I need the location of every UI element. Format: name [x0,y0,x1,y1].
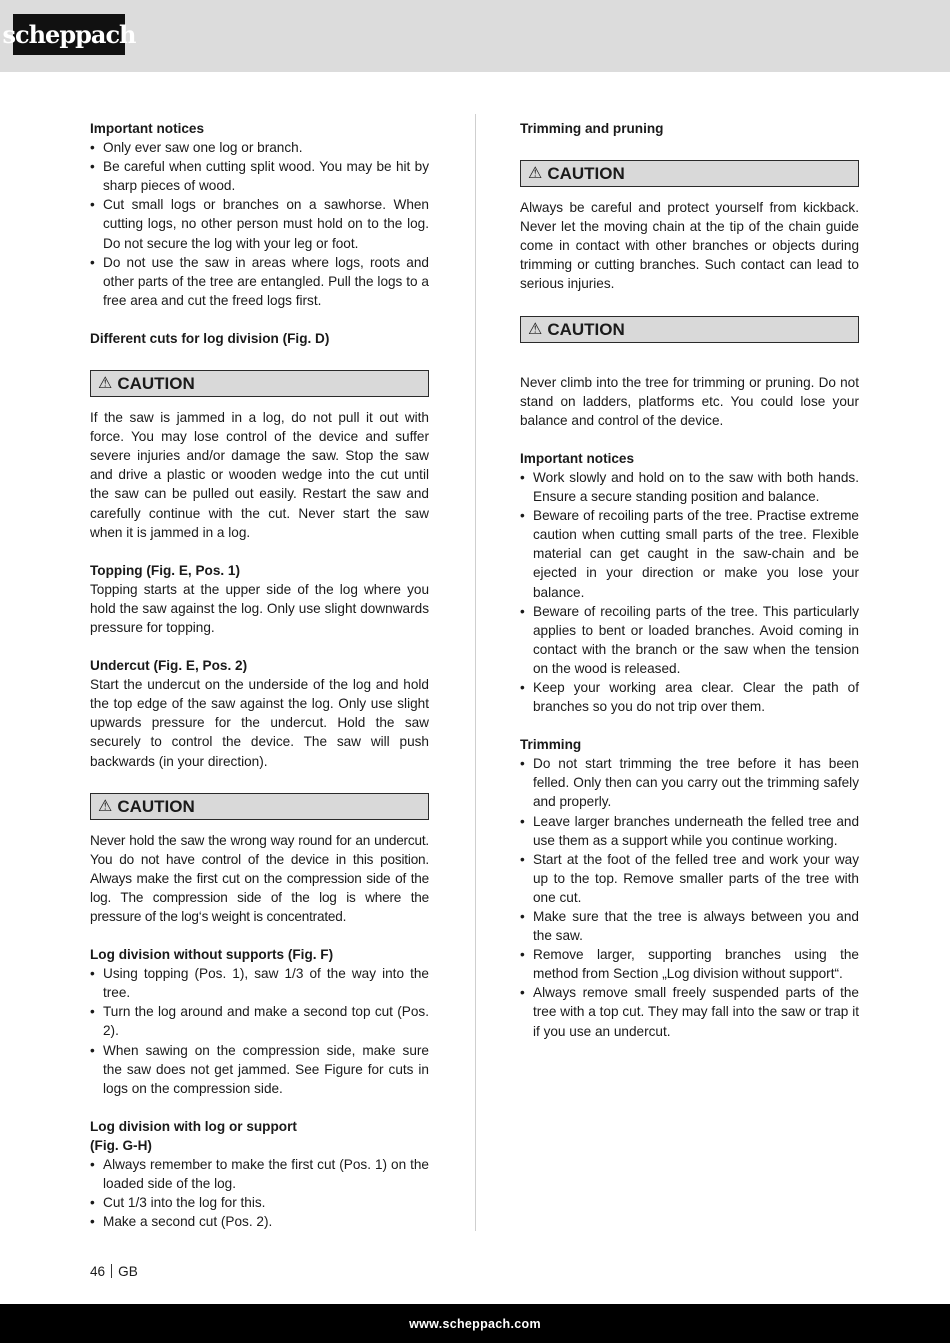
section-heading: Undercut (Fig. E, Pos. 2) [90,658,248,674]
section-heading: Important notices [520,450,635,466]
caution-text: Never climb into the tree for trimming or pruning. Do not stand on ladders, platforms etc. You could lose your balance and control of the device. [520,374,859,428]
warning-triangle-icon: ⚠ [98,797,113,815]
section-heading: Log division with log or support [90,1118,297,1134]
list-item: • Beware of recoiling parts of the tree. Practise extreme caution when cutting small parts of the tree. Flexible material can get caught in the saw-chain and be ejected in your direction or make you lose your balance. [520,506,859,601]
list-item: • Work slowly and hold on to the saw with both hands. Ensure a secure standing position and balance. [520,468,859,506]
caution-label: CAUTION [117,373,195,393]
list-item: • Always remove small freely suspended parts of the tree with a top cut. They may fall into the saw or trap it if you use an undercut. [520,983,859,1040]
caution-box [90,370,429,397]
notices-list [520,468,859,716]
page-number-value: 46 [90,1264,106,1279]
section-heading: Trimming [520,737,582,753]
section-heading: Trimming and pruning [520,121,664,136]
list-item: • Keep your working area clear. Clear the path of branches so you do not trip over them. [520,678,859,716]
list-item: • Turn the log around and make a second top cut (Pos. 2). [90,1002,429,1040]
section-heading: Different cuts for log division (Fig. D) [90,330,330,346]
caution-box [90,793,429,820]
list-item: • Cut 1/3 into the log for this. [90,1193,429,1212]
left-column [90,119,429,1231]
page-separator [111,1264,112,1278]
caution-label: CAUTION [117,796,195,816]
caution-label: CAUTION [547,164,625,184]
list-item: • Do not use the saw in areas where logs, roots and other parts of the tree are entangled. Pull the logs to a free area and cut the freed logs first. [90,253,429,310]
withsupport-list [90,1155,429,1231]
list-item: • Beware of recoiling parts of the tree. This particularly applies to bent or loaded branches. Avoid coming in contact with the branch or the saw when the tension on the wood is released. [520,602,859,678]
list-item: • Always remember to make the first cut (Pos. 1) on the loaded side of the log. [90,1155,429,1193]
paragraph: Topping starts at the upper side of the log where you hold the saw against the log. Only use slight downwards pressure for topping. [90,581,429,635]
list-item: • Only ever saw one log or branch. [90,138,429,157]
footer-band [0,1304,950,1343]
list-item: • Make a second cut (Pos. 2). [90,1212,429,1231]
caution-box [520,160,859,187]
list-item: • Be careful when cutting split wood. You may be hit by sharp pieces of wood. [90,157,429,195]
header-band [0,0,950,72]
right-column [520,119,859,1041]
brand-logo: scheppach [13,14,125,55]
caution-text: Always be careful and protect yourself from kickback. Never let the moving chain at the tip of the chain guide come in contact with other branches or objects during trimming or cutting branches. Such contact can lead to serious injuries. [520,200,859,292]
warning-triangle-icon: ⚠ [528,165,543,183]
list-item: • Start at the foot of the felled tree and work your way up to the top. Remove smaller parts of the tree with one cut. [520,850,859,907]
list-item: • Cut small logs or branches on a sawhorse. When cutting logs, no other person must hold on to the log. Do not secure the log with your leg or foot. [90,195,429,252]
section-heading: Topping (Fig. E, Pos. 1) [90,562,241,578]
trimming-list [520,754,859,1040]
caution-label: CAUTION [547,319,625,339]
paragraph: Start the undercut on the underside of the log and hold the top edge of the saw against the log. Only use slight upwards pressure for the undercut. Hold the saw securely to control the device. The saw will push backwards (in your direction). [90,677,429,769]
list-item: • Do not start trimming the tree before it has been felled. Only then can you carry out the trimming safely and properly. [520,754,859,811]
warning-triangle-icon: ⚠ [528,320,543,338]
language-code: GB [118,1264,138,1279]
section-heading: (Fig. G-H) [90,1137,152,1153]
caution-text: If the saw is jammed in a log, do not pull it out with force. You may lose control of the device and suffer severe injuries and/or damage the saw. Stop the saw and drive a plastic or wooden wedge into the cut until the saw can be pulled out easily. Restart the saw and carefully continue with the cut. Never start the saw when it is jammed in a log. [90,410,429,540]
caution-text: Never hold the saw the wrong way round for an undercut. You do not have control of the device in this position. Always make the first cut on the compression side of the log. The compression side of the log is where the pressure of the log‘s weight is concentrated. [90,832,429,924]
notices-list [90,138,429,310]
section-heading: Log division without supports (Fig. F) [90,947,334,963]
list-item: • Make sure that the tree is always between you and the saw. [520,907,859,945]
warning-triangle-icon: ⚠ [98,374,113,392]
caution-box [520,316,859,343]
section-heading: Important notices [90,121,205,136]
column-divider [475,114,476,1231]
list-item: • Leave larger branches underneath the felled tree and use them as a support while you continue working. [520,812,859,850]
website-link[interactable]: www.scheppach.com [409,1316,541,1331]
nosupport-list [90,964,429,1098]
list-item: • Remove larger, supporting branches using the method from Section „Log division without support“. [520,945,859,983]
list-item: • When sawing on the compression side, make sure the saw does not get jammed. See Figure for cuts in logs on the compression side. [90,1041,429,1098]
list-item: • Using topping (Pos. 1), saw 1/3 of the way into the tree. [90,964,429,1002]
page-number [90,1264,138,1279]
